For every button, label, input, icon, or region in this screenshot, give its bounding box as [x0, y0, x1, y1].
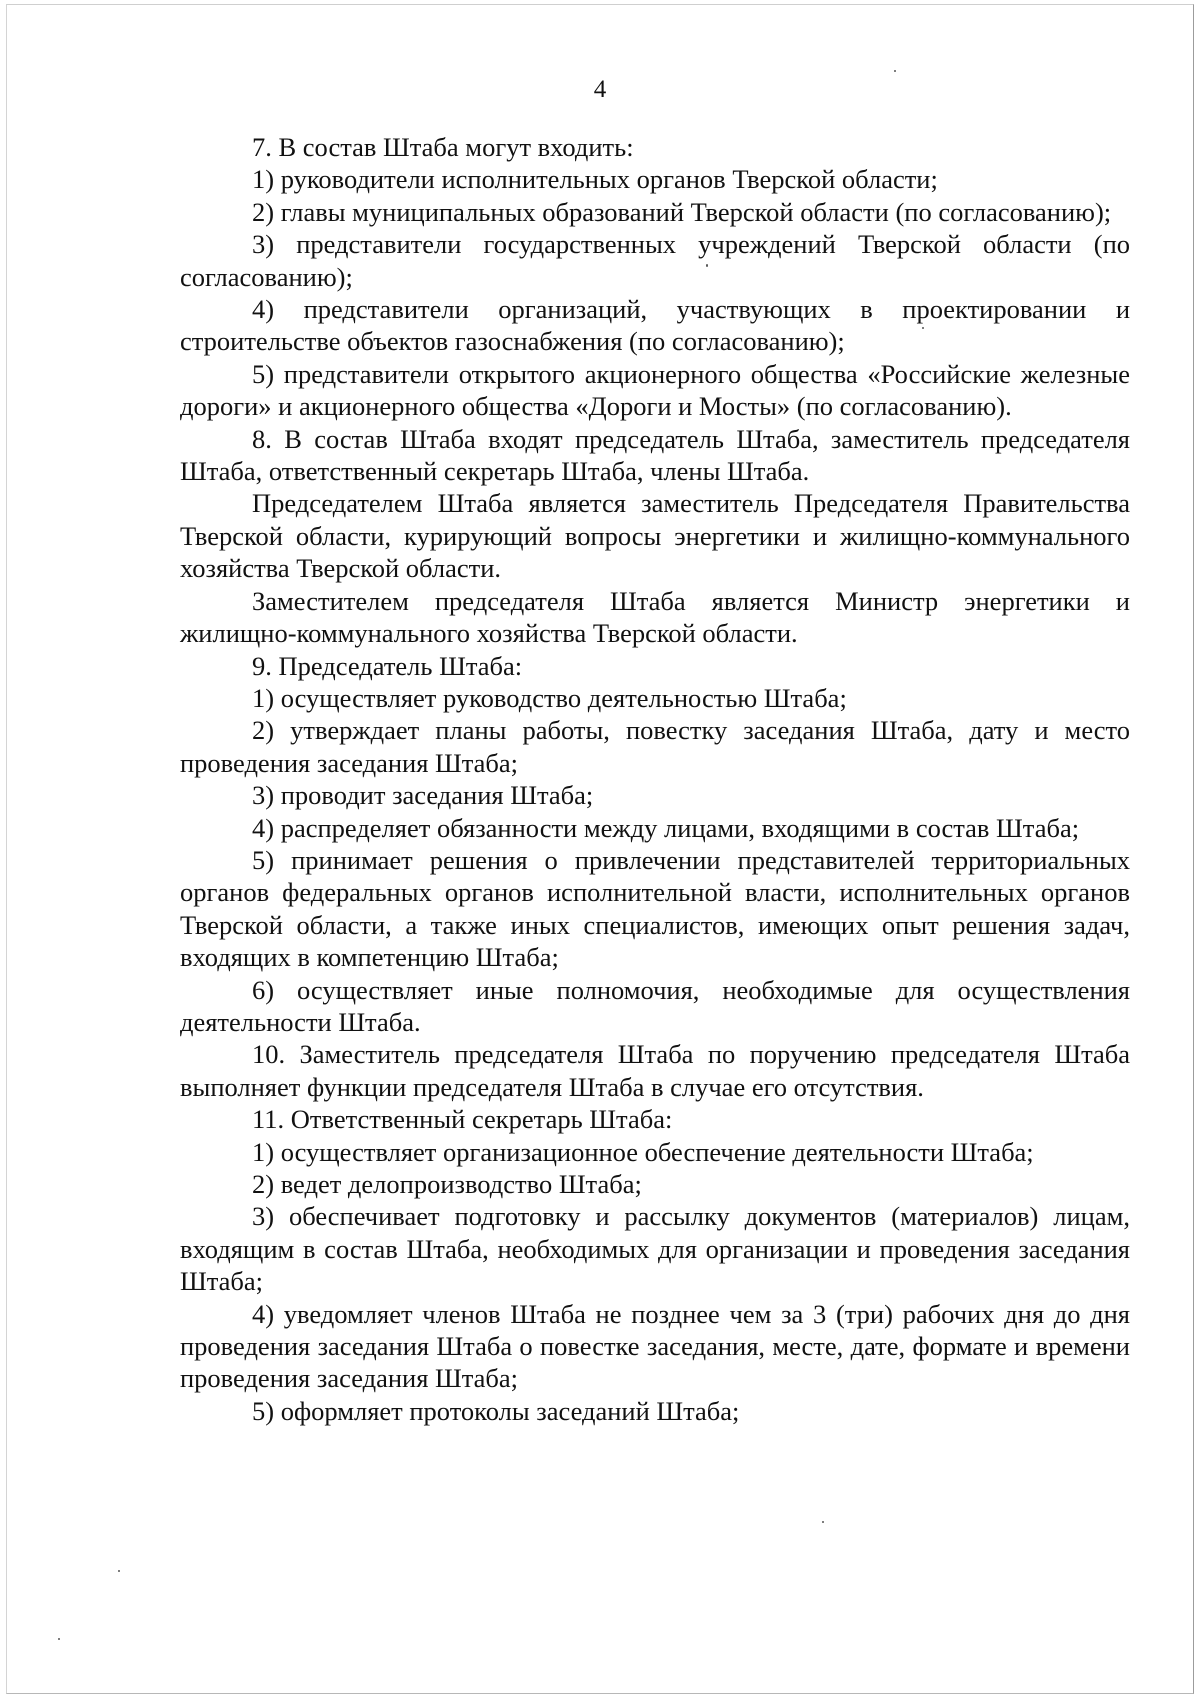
paragraph-11-item-1: 1) осуществляет организационное обеспечение деятельности Штаба;: [252, 1136, 1034, 1167]
document-body: [180, 131, 1130, 1427]
paragraph-11: 11. Ответственный секретарь Штаба:: [252, 1104, 673, 1135]
paragraph-11-item-5: 5) оформляет протоколы заседаний Штаба;: [252, 1395, 740, 1426]
paragraph-8-deputy: Заместителем председателя Штаба является Министр энергетики и жилищно-коммунального хозяйства Тверской области.: [180, 585, 1130, 649]
paragraph-9-item-1: 1) осуществляет руководство деятельностью Штаба;: [252, 682, 847, 713]
paragraph-9: 9. Председатель Штаба:: [252, 650, 523, 681]
paragraph-11-item-4: 4) уведомляет членов Штаба не позднее чем за 3 (три) рабочих дня до дня проведения заседания Штаба о повестке заседания, месте, дате, формате и времени проведения заседания Штаба;: [180, 1298, 1130, 1394]
paragraph-9-item-2: 2) утверждает планы работы, повестку заседания Штаба, дату и место проведения заседания Штаба;: [180, 715, 1130, 778]
paragraph-7-item-5: 5) представители открытого акционерного общества «Российские железные дороги» и акционерного общества «Дороги и Мосты» (по согласованию).: [180, 358, 1130, 422]
scan-speck: [706, 264, 708, 267]
paragraph-9-item-3: 3) проводит заседания Штаба;: [252, 780, 594, 811]
page-number: 4: [593, 76, 607, 103]
paragraph-7-item-1: 1) руководители исполнительных органов Тверской области;: [252, 164, 938, 195]
scan-speck: [58, 1638, 60, 1640]
paragraph-7-item-3: 3) представители государственных учреждений Тверской области (по согласованию);: [180, 229, 1130, 292]
paragraph-9-item-4: 4) распределяет обязанности между лицами, входящими в состав Штаба;: [252, 812, 1080, 843]
scan-speck: [822, 1521, 824, 1523]
paragraph-8: 8. В состав Штаба входят председатель Штаба, заместитель председателя Штаба, ответственный секретарь Штаба, члены Штаба.: [180, 423, 1130, 487]
paragraph-7: 7. В состав Штаба могут входить:: [252, 132, 634, 162]
paragraph-11-item-2: 2) ведет делопроизводство Штаба;: [252, 1169, 642, 1199]
paragraph-8-chairman: Председателем Штаба является заместитель Председателя Правительства Тверской области, курирующий вопросы энергетики и жилищно-коммунального хозяйства Тверской области.: [180, 488, 1130, 584]
paragraph-9-item-5: 5) принимает решения о привлечении представителей территориальных органов федеральных органов исполнительной власти, исполнительных органов Тверской области, а также иных специалистов, имеющих опыт решения задач, входящих в компетенцию Штаба;: [180, 844, 1130, 973]
scan-speck: [922, 327, 924, 329]
paragraph-11-item-3: 3) обеспечивает подготовку и рассылку документов (материалов) лицам, входящим в состав Штаба, необходимых для организации и проведения заседания Штаба;: [180, 1201, 1130, 1297]
paragraph-7-item-2: 2) главы муниципальных образований Тверской области (по согласованию);: [252, 196, 1112, 227]
scan-speck: [118, 1570, 120, 1572]
paragraph-9-item-6: 6) осуществляет иные полномочия, необходимые для осуществления деятельности Штаба.: [180, 974, 1130, 1037]
paragraph-10: 10. Заместитель председателя Штаба по поручению председателя Штаба выполняет функции председателя Штаба в случае его отсутствия.: [180, 1039, 1130, 1102]
paragraph-7-item-4: 4) представители организаций, участвующих в проектировании и строительстве объектов газоснабжения (по согласованию);: [180, 294, 1130, 357]
scan-speck: [894, 70, 896, 72]
